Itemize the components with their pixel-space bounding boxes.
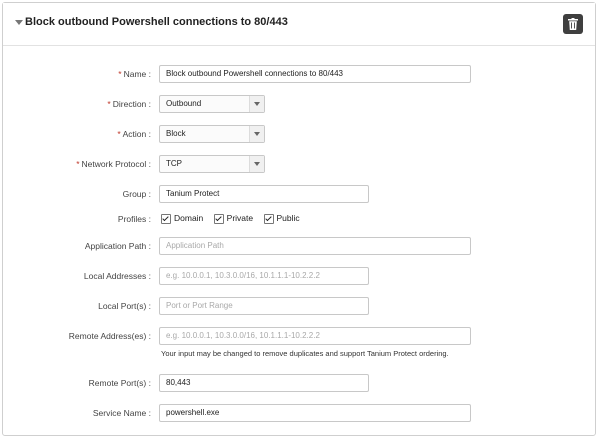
local-addresses-input[interactable]: e.g. 10.0.0.1, 10.3.0.0/16, 10.1.1.1-10.2.2.2: [159, 267, 369, 285]
local-ports-input[interactable]: Port or Port Range: [159, 297, 369, 315]
group-label: Group :: [122, 189, 151, 199]
network-protocol-value: TCP: [166, 159, 182, 168]
remote-addresses-input[interactable]: e.g. 10.0.0.1, 10.3.0.0/16, 10.1.1.1-10.2.2.2: [159, 327, 471, 345]
network-protocol-label-text: Network Protocol :: [81, 159, 151, 169]
profile-private-label: Private: [226, 213, 254, 223]
network-protocol-select[interactable]: [159, 155, 265, 173]
profile-domain[interactable]: [161, 213, 203, 224]
required-marker: *: [117, 129, 121, 139]
delete-button[interactable]: [563, 14, 583, 34]
application-path-input[interactable]: Application Path: [159, 237, 471, 255]
application-path-label: Application Path :: [84, 241, 151, 251]
profile-public-label: Public: [276, 213, 300, 223]
trash-icon: [568, 18, 578, 30]
remote-addresses-label: Remote Address(es) :: [68, 331, 151, 341]
required-marker: *: [107, 99, 111, 109]
direction-label: [107, 99, 151, 109]
remote-ports-label: Remote Port(s) :: [88, 378, 151, 388]
collapse-caret-icon[interactable]: [15, 20, 23, 25]
action-label-text: Action :: [122, 129, 151, 139]
service-name-input[interactable]: powershell.exe: [159, 404, 471, 422]
chevron-down-icon: [249, 96, 264, 112]
direction-select[interactable]: [159, 95, 265, 113]
action-value: Block: [166, 129, 186, 138]
profiles-group: [161, 213, 308, 224]
chevron-down-icon: [249, 156, 264, 172]
action-select[interactable]: [159, 125, 265, 143]
required-marker: *: [76, 159, 80, 169]
local-addresses-label: Local Addresses :: [83, 271, 151, 281]
service-name-label: Service Name :: [92, 408, 151, 418]
profile-public[interactable]: [264, 213, 300, 224]
checkbox-checked-icon[interactable]: [264, 214, 274, 224]
rule-title: Block outbound Powershell connections to 80/443: [25, 16, 288, 28]
panel-header: [3, 3, 595, 46]
direction-value: Outbound: [166, 99, 202, 108]
checkbox-checked-icon[interactable]: [214, 214, 224, 224]
checkbox-checked-icon[interactable]: [161, 214, 171, 224]
name-label: [118, 69, 151, 79]
direction-label-text: Direction :: [112, 99, 151, 109]
remote-ports-input[interactable]: 80,443: [159, 374, 369, 392]
group-input[interactable]: Tanium Protect: [159, 185, 369, 203]
local-ports-label: Local Port(s) :: [98, 301, 151, 311]
required-marker: *: [118, 69, 122, 79]
profile-private[interactable]: [214, 213, 253, 224]
profile-domain-label: Domain: [174, 213, 204, 223]
name-input[interactable]: Block outbound Powershell connections to 80/443: [159, 65, 471, 83]
profiles-label: Profiles :: [117, 214, 151, 224]
rule-panel: [2, 2, 596, 436]
remote-addresses-hint: Your input may be changed to remove duplicates and support Tanium Protect ordering.: [161, 349, 449, 358]
chevron-down-icon: [249, 126, 264, 142]
name-label-text: Name :: [123, 69, 151, 79]
action-label: [117, 129, 151, 139]
network-protocol-label: [76, 159, 151, 169]
